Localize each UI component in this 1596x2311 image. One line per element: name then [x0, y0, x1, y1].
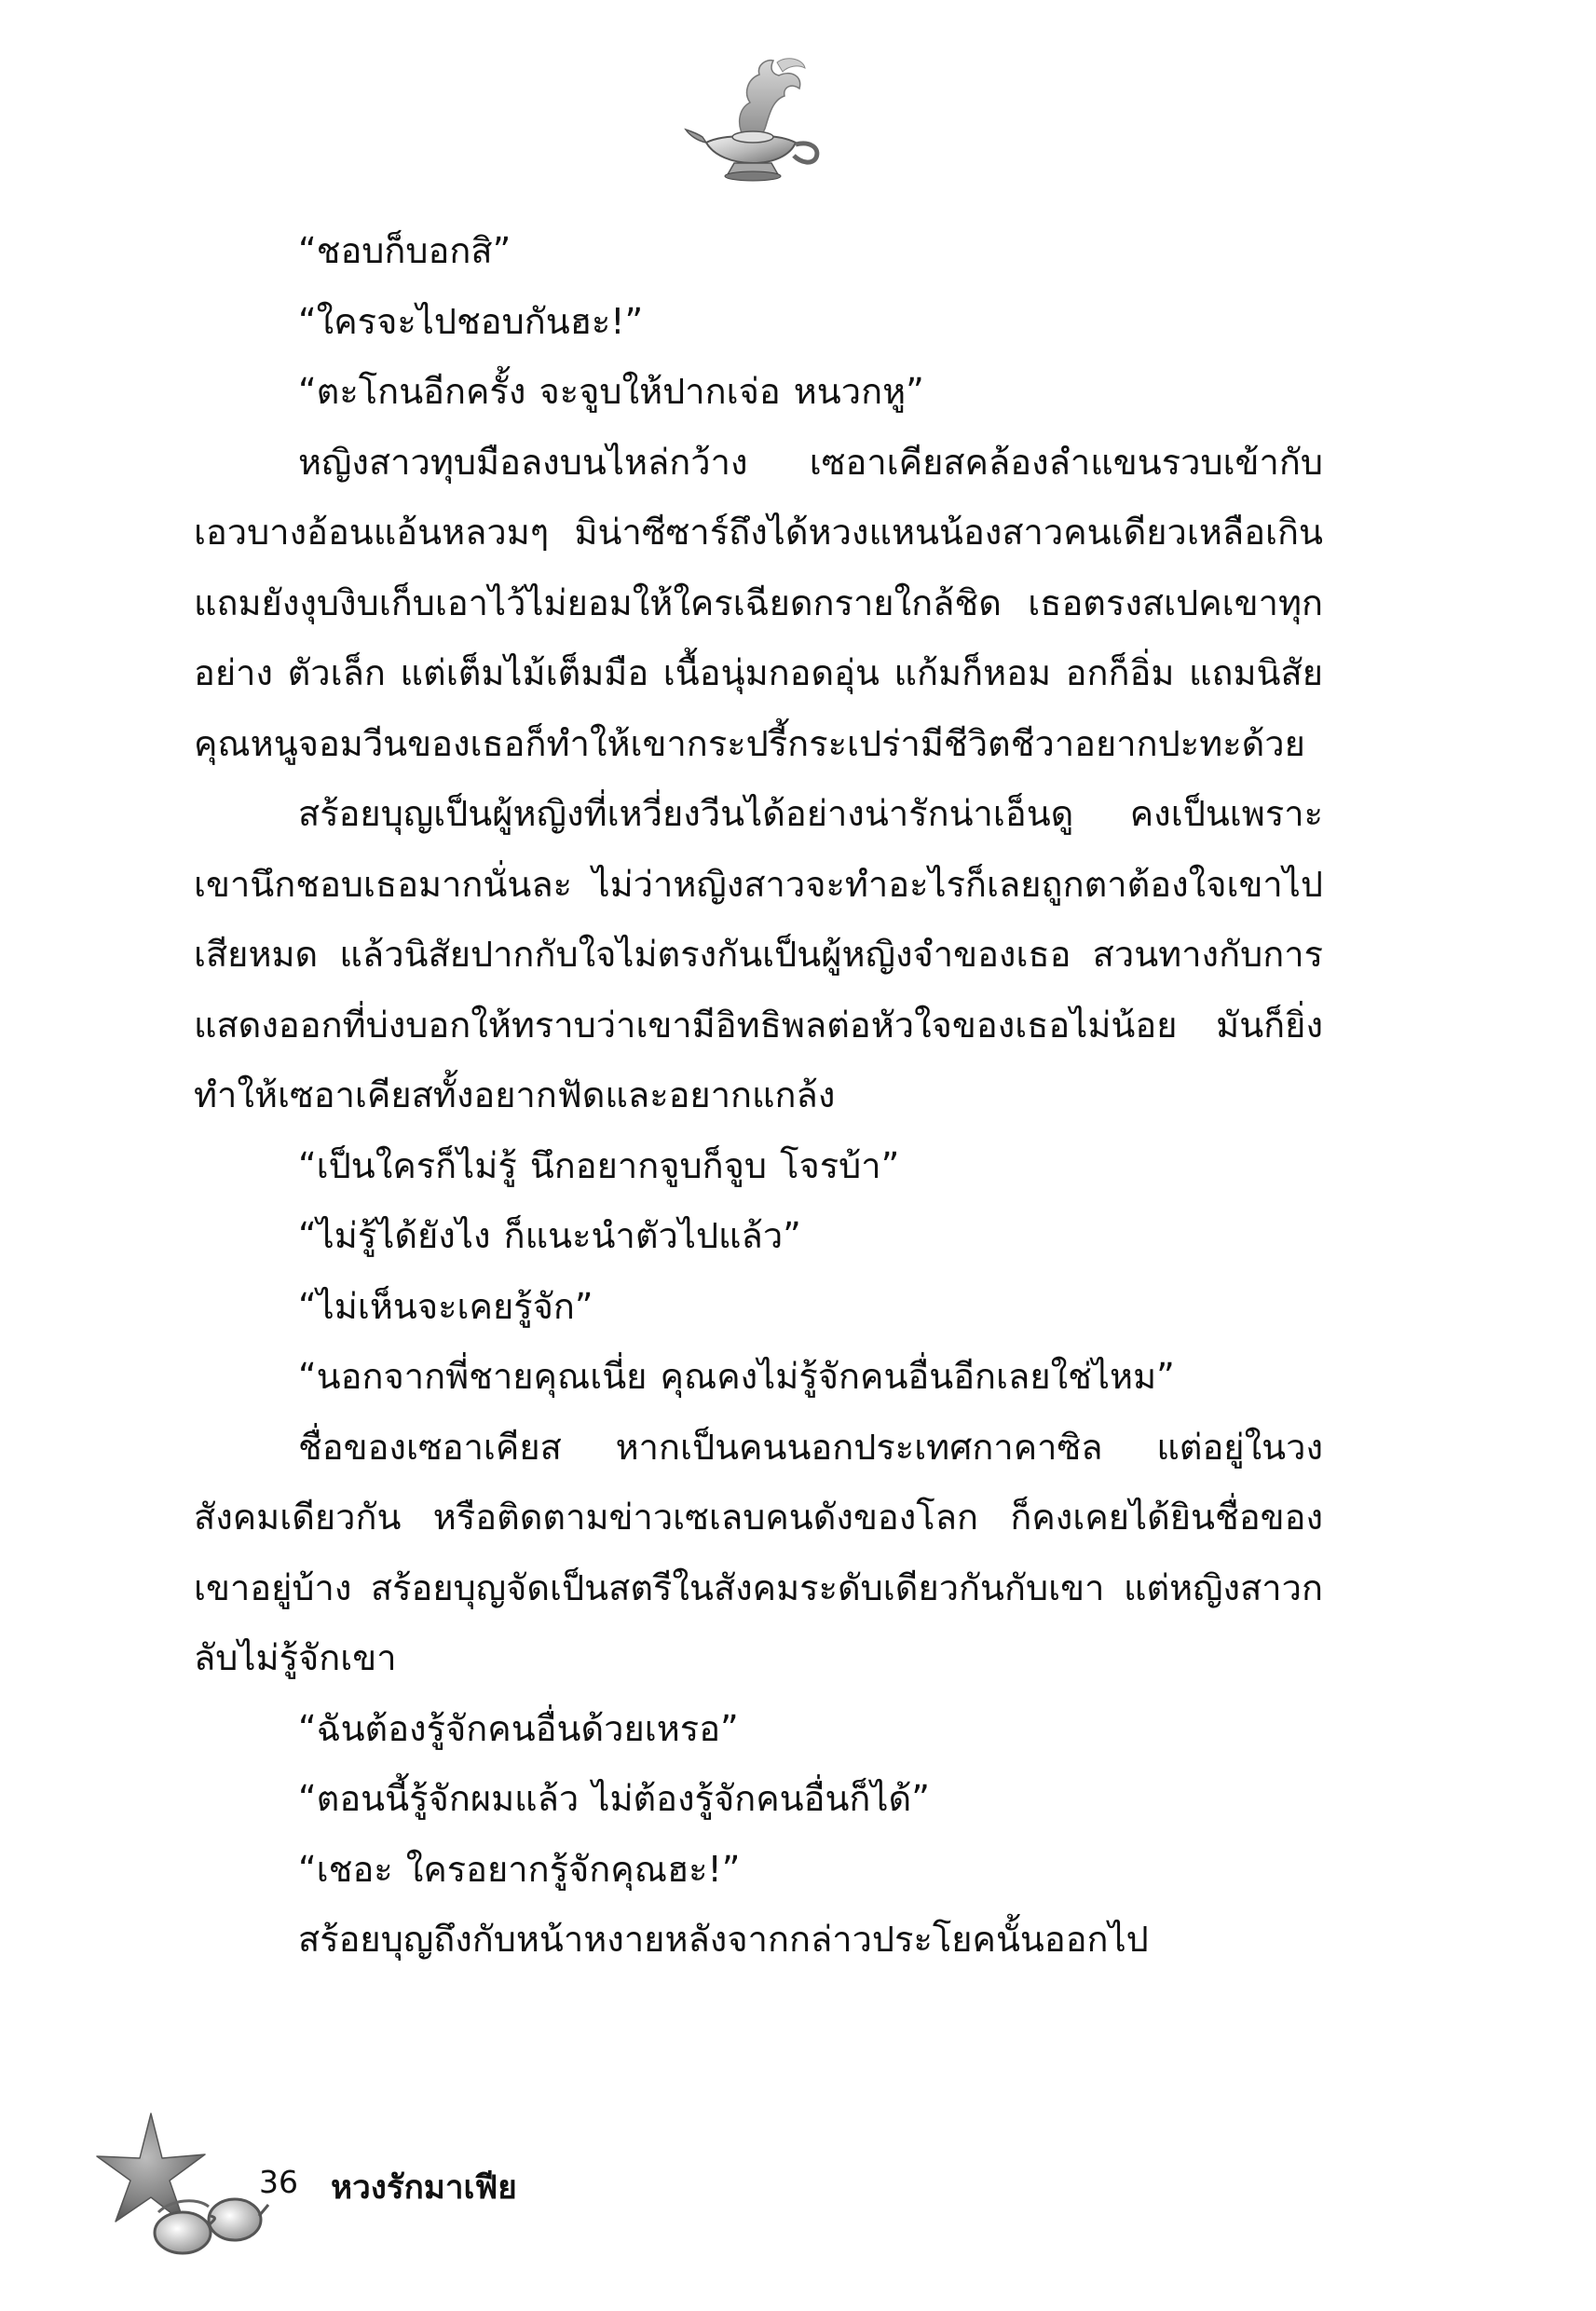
page-footer	[93, 2108, 652, 2266]
paragraph: “ฉันต้องรู้จักคนอื่นด้วยเหรอ”	[298, 1707, 739, 1749]
genie-lamp-icon	[680, 51, 829, 191]
book-title: หวงรักมาเฟีย	[331, 2169, 517, 2207]
body-text	[194, 216, 1323, 1976]
paragraph: “ชอบก็บอกสิ”	[298, 230, 512, 271]
page-number: 36	[259, 2164, 298, 2200]
starfish-sunglasses-icon	[93, 2108, 270, 2266]
paragraph: “เชอะ ใครอยากรู้จักคุณฮะ!”	[298, 1848, 741, 1890]
paragraph: “นอกจากพี่ชายคุณเนี่ย คุณคงไม่รู้จักคนอื่นอีกเลยใช่ไหม”	[298, 1356, 1175, 1397]
paragraph: หญิงสาวทุบมือลงบนไหล่กว้าง เซอาเคียสคล้องลำแขนรวบเข้ากับเอวบางอ้อนแอ้นหลวมๆ มิน่าซีซาร์ถึงได้หวงแหนน้องสาวคนเดียวเหลือเกิน แถมยังงุบงิบเก็บเอาไว้ไม่ยอมให้ใครเฉียดกรายใกล้ชิด เธอตรงสเปคเขาทุกอย่าง ตัวเล็ก แต่เต็มไม้เต็มมือ เนื้อนุ่มกอดอุ่น แก้มก็หอม อกก็อิ่ม แถมนิสัยคุณหนูจอมวีนของเธอก็ทำให้เขากระปรี้กระเปร่ามีชีวิตชีวาอยากปะทะด้วย	[194, 441, 1323, 764]
paragraph: “ใครจะไปชอบกันฮะ!”	[298, 300, 644, 342]
paragraph: “เป็นใครก็ไม่รู้ นึกอยากจูบก็จูบ โจรบ้า”	[298, 1144, 900, 1186]
paragraph: สร้อยบุญเป็นผู้หญิงที่เหวี่ยงวีนได้อย่างน่ารักน่าเอ็นดู คงเป็นเพราะเขานึกชอบเธอมากนั่นละ ไม่ว่าหญิงสาวจะทำอะไรก็เลยถูกตาต้องใจเขาไปเสียหมด แล้วนิสัยปากกับใจไม่ตรงกันเป็นผู้หญิงจำของเธอ สวนทางกับการแสดงออกที่บ่งบอกให้ทราบว่าเขามีอิทธิพลต่อหัวใจของเธอไม่น้อย มันก็ยิ่งทำให้เซอาเคียสทั้งอยากฟัดและอยากแกล้ง	[194, 793, 1323, 1115]
paragraph: สร้อยบุญถึงกับหน้าหงายหลังจากกล่าวประโยคนั้นออกไป	[298, 1919, 1149, 1960]
paragraph: ชื่อของเซอาเคียส หากเป็นคนนอกประเทศกาคาซิล แต่อยู่ในวงสังคมเดียวกัน หรือติดตามข่าวเซเลบคนดังของโลก ก็คงเคยได้ยินชื่อของเขาอยู่บ้าง สร้อยบุญจัดเป็นสตรีในสังคมระดับเดียวกันกับเขา แต่หญิงสาวกลับไม่รู้จักเขา	[194, 1426, 1323, 1678]
paragraph: “ไม่รู้ได้ยังไง ก็แนะนำตัวไปแล้ว”	[298, 1215, 801, 1256]
paragraph: “ตะโกนอีกครั้ง จะจูบให้ปากเจ่อ หนวกหู”	[298, 371, 924, 412]
paragraph: “ตอนนี้รู้จักผมแล้ว ไม่ต้องรู้จักคนอื่นก็ได้”	[298, 1778, 930, 1819]
paragraph: “ไม่เห็นจะเคยรู้จัก”	[298, 1285, 593, 1327]
